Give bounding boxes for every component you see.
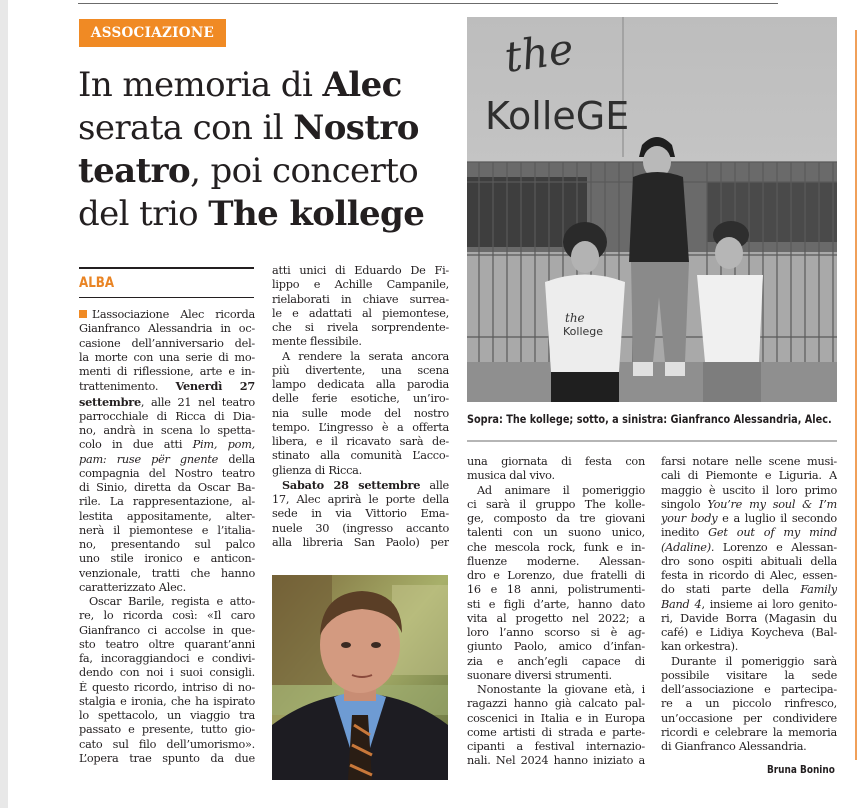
text-line: compagnia del Nostro teatro	[79, 466, 255, 480]
text-line: (Adaline). Lorenzo e Alessan-	[661, 540, 837, 554]
text-line: possibile visitare la sede	[661, 668, 837, 682]
headline-bold: The kollege	[208, 194, 425, 234]
text-line: uno stile ironico e anticon-	[79, 552, 255, 566]
text-line: cali di Piemonte e Liguria. A	[661, 469, 837, 483]
text-line: singolo You’re my soul & I’m	[661, 497, 837, 511]
text-line: Oscar Barile, regista e atto-	[89, 595, 255, 608]
page-gutter	[0, 0, 8, 808]
text-line: dendo con noi i suoi consigli.	[79, 666, 255, 680]
headline-text: , poi concerto	[190, 151, 419, 191]
text-line: festa in ricordo di Alec, essen-	[661, 569, 837, 582]
text-line: dro e Lorenzo, due fratelli di	[467, 569, 645, 582]
text-line: fluenze moderne. Alessan-	[467, 554, 645, 568]
text-line: giunto Paolo, amico d’infan-	[467, 640, 645, 654]
text-line: Durante il pomeriggio sarà	[671, 654, 837, 668]
text-line: nuele 30 (ingresso accanto	[272, 521, 449, 535]
text-line: una giornata di festa con	[467, 455, 645, 468]
location-label: ALBA	[79, 275, 115, 291]
text-line: vita al progetto nel 2022; a	[467, 611, 645, 625]
text-line: your body e a luglio il secondo	[661, 512, 837, 525]
bullet-square-icon	[79, 310, 87, 318]
text-line: Band 4, insieme ai loro genito-	[661, 597, 837, 611]
text-line: È questo ricordo, intriso di no-	[79, 680, 255, 694]
text-line: A rendere la serata ancora	[282, 349, 449, 363]
text-line: 17, Alec aprirà le porte della	[272, 493, 449, 506]
text-line: zia e anch’egli capace di	[467, 654, 645, 668]
headline	[78, 64, 458, 236]
text-line: rile. La rappresentazione, al-	[79, 495, 255, 509]
text-line: do stati parte della Family	[661, 583, 837, 597]
text-line: stinato alla comunità L’acco-	[272, 449, 449, 463]
text-line: casione dell’anniversario del-	[79, 336, 255, 350]
text-line: Nonostante la giovane età, i	[477, 683, 645, 696]
text-line: parrocchiale di Ricca di Dia-	[79, 409, 255, 423]
shirt-print: Kollege	[563, 325, 604, 338]
section-rule-top	[79, 267, 254, 269]
text-line: tempo. L’ingresso è a offerta	[272, 420, 449, 434]
text-line: 16 e 18 anni, polistrumenti-	[467, 583, 645, 597]
top-rule	[78, 3, 778, 4]
text-line: Gianfranco Alessandria in oc-	[79, 322, 255, 336]
text-line: nerà il piemontese e l’italia-	[79, 523, 255, 537]
text-line: ri, Davide Borra (Magasin du	[661, 611, 837, 625]
text-line: mente flessibile.	[272, 335, 362, 349]
text-line: Gianfranco ci accolse in que-	[79, 623, 255, 637]
text-line: di Sinio, diretta da Oscar Ba-	[79, 481, 255, 494]
text-line: le e adattati al piemontese,	[272, 306, 449, 320]
text-line: nali. Nel 2024 hanno iniziato a	[467, 754, 645, 768]
text-line: passato e presente, tutto gio-	[79, 723, 255, 737]
text-line: inedito Get out of my mind	[661, 526, 837, 540]
band-photo	[467, 17, 837, 402]
text-line: alla libreria San Paolo) per	[272, 535, 449, 549]
text-line: fa, incoraggiandoci e condivi-	[79, 652, 255, 665]
headline-bold: Nostro	[293, 108, 419, 148]
text-line: più divertente, una scena	[272, 363, 449, 377]
portrait-image	[272, 575, 448, 780]
caption-rule	[467, 440, 837, 442]
text-line: rielaborati in chiave surrea-	[272, 292, 449, 306]
text-line: sede in via Vittorio Ema-	[272, 507, 449, 521]
text-line: re a un piccolo rinfresco,	[661, 697, 837, 711]
text-line: glienza di Ricca.	[272, 463, 362, 477]
text-line: sti e figli d’arte, hanno dato	[467, 597, 645, 611]
text-line: no, andrà in scena lo spetta-	[79, 424, 255, 437]
text-line: ragazzi hanno già calcato pal-	[467, 697, 645, 711]
text-line: nia sulle mode del nostro	[272, 406, 449, 420]
text-line: dell’associazione e partecipa-	[661, 683, 837, 696]
text-line: Sabato 28 settembre alle	[282, 477, 449, 492]
headline-bold: Alec	[322, 65, 402, 105]
alec-portrait-photo	[272, 575, 448, 780]
text-line: delle ferie esotiche, un’iro-	[272, 392, 449, 406]
text-line: come artisti di strada e parte-	[467, 725, 645, 739]
headline-text: In memoria di	[78, 65, 323, 105]
article-column-4	[661, 455, 837, 754]
text-line: no, presentando sul palco	[79, 538, 255, 551]
section-rule-bottom	[79, 297, 254, 298]
headline-bold: teatro	[78, 151, 191, 191]
text-line: pam: ruse për gnente della	[79, 452, 255, 466]
text-line: atti unici di Eduardo De Fi-	[272, 264, 449, 277]
shirt-print: the	[565, 311, 585, 325]
text-line: di Gianfranco Alessandria.	[661, 740, 807, 753]
article-column-1	[79, 308, 255, 766]
text-line: re, lo ricorda così: «Il caro	[79, 609, 255, 623]
text-line: venzionale, tratti che hanno	[79, 566, 255, 580]
graffiti-text-kollege: KolleGE	[485, 94, 630, 138]
article-column-3	[467, 455, 645, 769]
text-line: ci sarà il gruppo The kolle-	[467, 497, 645, 511]
text-line: stalgia e ironia, che ha ispirato	[79, 694, 255, 708]
headline-text: serata con il	[78, 108, 294, 148]
author-byline: Bruna Bonino	[767, 764, 835, 776]
text-line: lampo dedicata alla parodia	[272, 378, 449, 391]
article-column-2	[272, 264, 449, 550]
text-line: la morte con una serie di mo-	[79, 350, 255, 364]
section-kicker: ASSOCIAZIONE	[79, 19, 226, 47]
text-line: trattenimento. Venerdì 27	[79, 379, 255, 394]
graffiti-text-the: the	[501, 23, 577, 82]
text-line: musica dal vivo.	[467, 469, 555, 483]
text-line: cato sul filo dell’umorismo».	[79, 737, 255, 751]
text-line: café) e Lidiya Koycheva (Bal-	[661, 626, 837, 639]
text-line: lo spettacolo, un viaggio tra	[79, 709, 255, 722]
text-line: lestita appositamente, alter-	[79, 509, 255, 523]
text-line: kan orkestra).	[661, 640, 739, 654]
text-line: farsi notare nelle scene musi-	[661, 455, 837, 468]
text-line: ricordi e celebrare la memoria	[661, 725, 837, 739]
text-line: settembre, alle 21 nel teatro	[79, 394, 255, 409]
headline-text: del trio	[78, 194, 209, 234]
text-line: lippo e Achille Campanile,	[272, 278, 449, 292]
text-line: menti di riflessione, arte e in-	[79, 365, 255, 378]
text-line: dro sono ospiti abituali della	[661, 554, 837, 568]
text-line: loro l’anno scorso si è ag-	[467, 626, 645, 639]
text-line: caratterizzato Alec.	[79, 580, 186, 594]
photo-caption: Sopra: The kollege; sotto, a sinistra: Gianfranco Alessandria, Alec.	[467, 413, 832, 426]
text-line: cipanti a festival internazio-	[467, 740, 645, 753]
text-line: coscenici in Italia e in Europa	[467, 711, 645, 725]
text-line: L’associazione Alec ricorda	[79, 308, 255, 322]
text-line: che mescola rock, funk e in-	[467, 540, 645, 554]
text-line: ge, composto da tre giovani	[467, 512, 645, 525]
band-photo-image	[467, 17, 837, 402]
text-line: talenti con un suono unico,	[467, 526, 645, 540]
right-border-rule	[855, 30, 857, 760]
text-line: colo in due atti Pim, pom,	[79, 438, 255, 452]
text-line: che si rivela sorprendente-	[272, 321, 449, 334]
text-line: libera, e il ricavato sarà de-	[272, 435, 449, 448]
text-line: un’occasione per condividere	[661, 711, 837, 725]
text-line: maggio è uscito il loro primo	[661, 483, 837, 497]
text-line: L’opera trae spunto da due	[79, 751, 255, 765]
text-line: Ad animare il pomeriggio	[477, 483, 645, 497]
text-line: sto teatro oltre quarant’anni	[79, 637, 255, 651]
text-line: suonare diversi strumenti.	[467, 668, 612, 682]
